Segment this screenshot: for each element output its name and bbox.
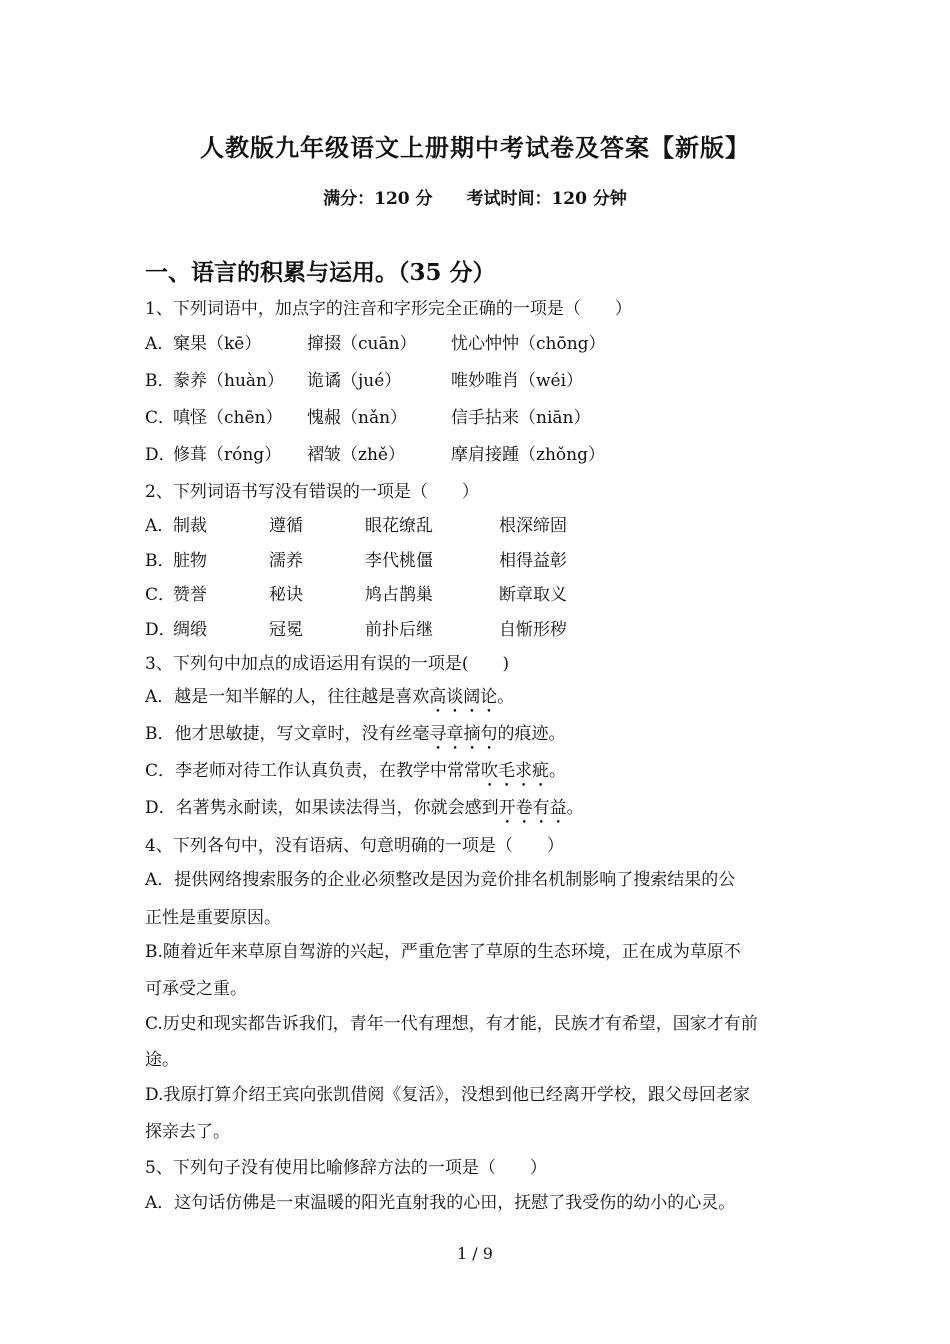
q5-option-a: A．这句话仿佛是一束温暖的阳光直射我的心田，抚慰了我受伤的幼小的心灵。 — [145, 1193, 736, 1213]
q4-option-b-line2: 可承受之重。 — [145, 979, 247, 999]
section-heading: 一、语言的积累与运用。（35 分） — [145, 259, 496, 286]
q3-option-b: B．他才思敏捷，写文章时，没有丝毫寻章摘句的痕迹。 — [145, 724, 566, 744]
dotted-idiom: 吹毛求疵 — [481, 761, 550, 781]
dotted-idiom: 寻章摘句 — [429, 724, 498, 744]
exam-info — [0, 184, 950, 209]
q4-option-a-line2: 正性是重要原因。 — [145, 908, 281, 928]
q3-option-c: C．李老师对待工作认真负责，在教学中常常吹毛求疵。 — [145, 761, 567, 781]
q4-option-c-line2: 途。 — [145, 1050, 179, 1070]
q3-option-d: D．名著隽永耐读，如果读法得当，你就会感到开卷有益。 — [145, 798, 584, 818]
q1-stem: 1、下列词语中，加点字的注音和字形完全正确的一项是（ ） — [145, 299, 632, 319]
dotted-idiom: 开卷有益 — [498, 798, 567, 818]
full-score: 满分：120 分 — [323, 189, 433, 209]
q5-stem: 5、下列句子没有使用比喻修辞方法的一项是（ ） — [145, 1158, 547, 1178]
q4-option-c-line1: C.历史和现实都告诉我们，青年一代有理想，有才能，民族才有希望，国家才有前 — [145, 1014, 758, 1034]
q2-stem: 2、下列词语书写没有错误的一项是（ ） — [145, 482, 479, 502]
q3-option-a: A．越是一知半解的人，往往越是喜欢高谈阔论。 — [145, 687, 515, 707]
exam-time: 考试时间：120 分钟 — [466, 189, 627, 209]
dotted-idiom: 高谈阔论 — [429, 687, 498, 707]
page-title: 人教版九年级语文上册期中考试卷及答案【新版】 — [200, 133, 750, 162]
q4-option-b-line1: B.随着近年来草原自驾游的兴起，严重危害了草原的生态环境，正在成为草原不 — [145, 942, 741, 962]
q4-stem: 4、下列各句中，没有语病、句意明确的一项是（ ） — [145, 836, 564, 856]
q3-stem: 3、下列句中加点的成语运用有误的一项是( ) — [145, 654, 510, 674]
q4-option-d-line2: 探亲去了。 — [145, 1122, 230, 1142]
q4-option-d-line1: D.我原打算介绍王宾向张凯借阅《复活》，没想到他已经离开学校，跟父母回老家 — [145, 1085, 750, 1105]
page-number: 1 / 9 — [457, 1244, 493, 1263]
exam-page: 人教版九年级语文上册期中考试卷及答案【新版】 满分：120 分 考试时间：120 分钟 一、语言的积累与运用。（35 分） 1、下列词语中，加点字的注音和字形完全正确的一项是（ ） A． 窠果（kē） 撺掇（cuān） 忧心忡忡（chōng） B． 豢养（huàn） 诡谲（jué） 唯妙唯肖（wéi） C． 嗔怪（chēn） 愧赧（nǎn） 信手拈来（niān） D． 修葺（róng） 褶皱（zhě） 摩肩接踵（zhǒng） 2、下列词语书写没有错误的一项是（ ） A． 制裁 遵循 眼花缭乱 根深缔固 B． 脏物 濡养 李代桃僵 相得益彰 C． 赞誉 秘诀 鸠占鹊巢 断章取义 D． 绸缎 冠冕 前扑后继 自惭形秽 3、下列句中加点的成语运用有误的一项是( ) A．越是一知半解的人，往往越是喜欢高谈阔论。 B．他才思敏捷，写文章时，没有丝毫寻章摘句的痕迹。 C．李老师对待工作认真负责，在教学中常常吹毛求疵。 D．名著隽永耐读，如果读法得当，你就会感到开卷有益。 4、下列各句中，没有语病、句意明确的一项是（ ） A．提供网络搜索服务的企业必须整改是因为竞价排名机制影响了搜索结果的公 正性是重要原因。 B.随着近年来草原自驾游的兴起，严重危害了草原的生态环境，正在成为草原不 可承受之重。 C.历史和现实都告诉我们，青年一代有理想，有才能，民族才有希望，国家才有前 途。 D.我原打算介绍王宾向张凯借阅《复活》，没想到他已经离开学校，跟父母回老家 探亲去了。 5、下列句子没有使用比喻修辞方法的一项是（ ） A．这句话仿佛是一束温暖的阳光直射我的心田，抚慰了我受伤的幼小的心灵。 1 / 9 — [0, 0, 950, 1344]
q4-option-a-line1: A．提供网络搜索服务的企业必须整改是因为竞价排名机制影响了搜索结果的公 — [145, 870, 736, 890]
